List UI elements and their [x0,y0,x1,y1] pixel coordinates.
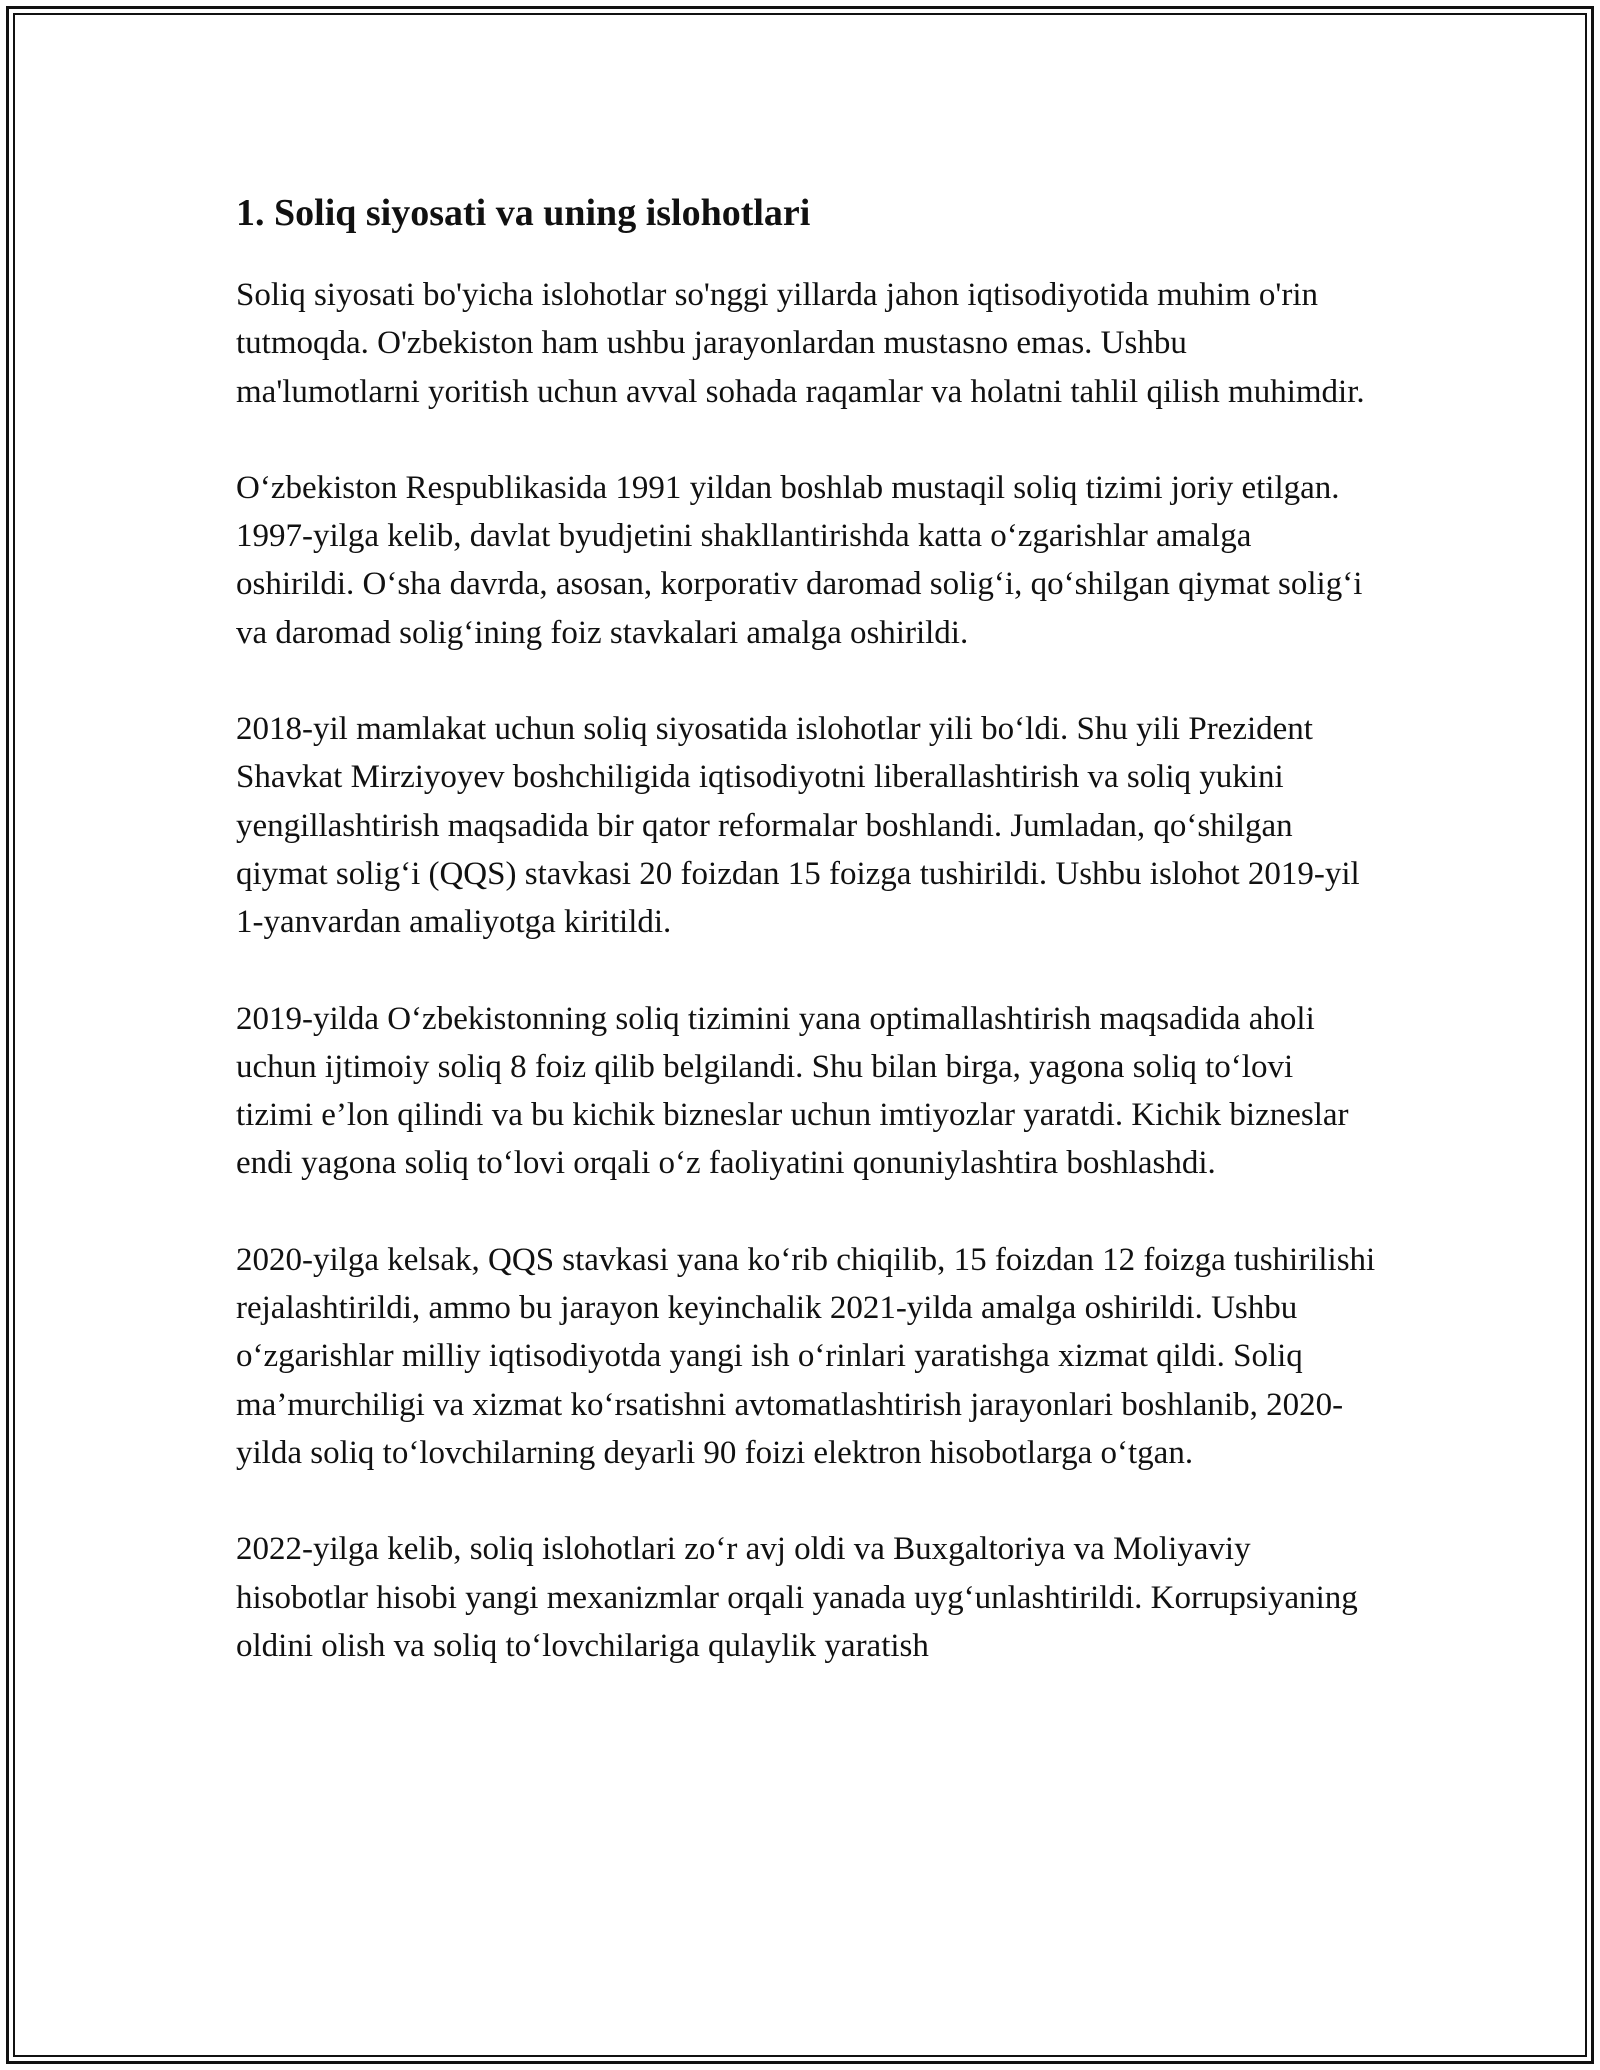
paragraph-2020: 2020-yilga kelsak, QQS stavkasi yana ko‘rib chiqilib, 15 foizdan 12 foizga tushirilishi rejalashtirildi, ammo bu jarayon keyinchalik 2021-yilda amalga oshirildi. Ushbu o‘zgarishlar milliy iqtisodiyotda yangi ish o‘rinlari yaratishga xizmat qildi. Soliq ma’murchiligi va xizmat ko‘rsatishni avtomatlashtirish jarayonlari boshlanib, 2020-yilda soliq to‘lovchilarning deyarli 90 foizi elektron hisobotlarga o‘tgan. [236,1241,1376,1471]
section-heading: 1. Soliq siyosati va uning islohotlari [236,192,811,234]
paragraph-intro: Soliq siyosati bo'yicha islohotlar so'nggi yillarda jahon iqtisodiyotida muhim o'rin tutmoqda. O'zbekiston ham ushbu jarayonlardan mustasno emas. Ushbu ma'lumotlarni yoritish uchun avval sohada raqamlar va holatni tahlil qilish muhimdir. [236,277,1365,410]
paragraph-2018: 2018-yil mamlakat uchun soliq siyosatida islohotlar yili bo‘ldi. Shu yili Prezident Shavkat Mirziyoyev boshchiligida iqtisodiyotni liberallashtirish va soliq yukini yengillashtirish maqsadida bir qator reformalar boshlandi. Jumladan, qo‘shilgan qiymat solig‘i (QQS) stavkasi 20 foizdan 15 foizga tushirildi. Ushbu islohot 2019-yil 1-yanvardan amaliyotga kiritildi. [236,711,1360,941]
paragraph-2022: 2022-yilga kelib, soliq islohotlari zo‘r avj oldi va Buxgaltoriya va Moliyaviy hisobotlar hisobi yangi mexanizmlar orqali yanada uyg‘unlashtirildi. Korrupsiyaning oldini olish va soliq to‘lovchilariga qulaylik yaratish [236,1531,1358,1664]
paragraph-1991: O‘zbekiston Respublikasida 1991 yildan boshlab mustaqil soliq tizimi joriy etilgan. 1997-yilga kelib, davlat byudjetini shakllantirishda katta o‘zgarishlar amalga oshirildi. O‘sha davrda, asosan, korporativ daromad solig‘i, qo‘shilgan qiymat solig‘i va daromad solig‘ining foiz stavkalari amalga oshirildi. [236,469,1363,651]
document-body [236,188,1376,1718]
paragraph-2019: 2019-yilda O‘zbekistonning soliq tizimini yana optimallashtirish maqsadida aholi uchun ijtimoiy soliq 8 foiz qilib belgilandi. Shu bilan birga, yagona soliq to‘lovi tizimi e’lon qilindi va bu kichik bizneslar uchun imtiyozlar yaratdi. Kichik bizneslar endi yagona soliq to‘lovi orqali o‘z faoliyatini qonuniylashtira boshlashdi. [236,1000,1349,1182]
